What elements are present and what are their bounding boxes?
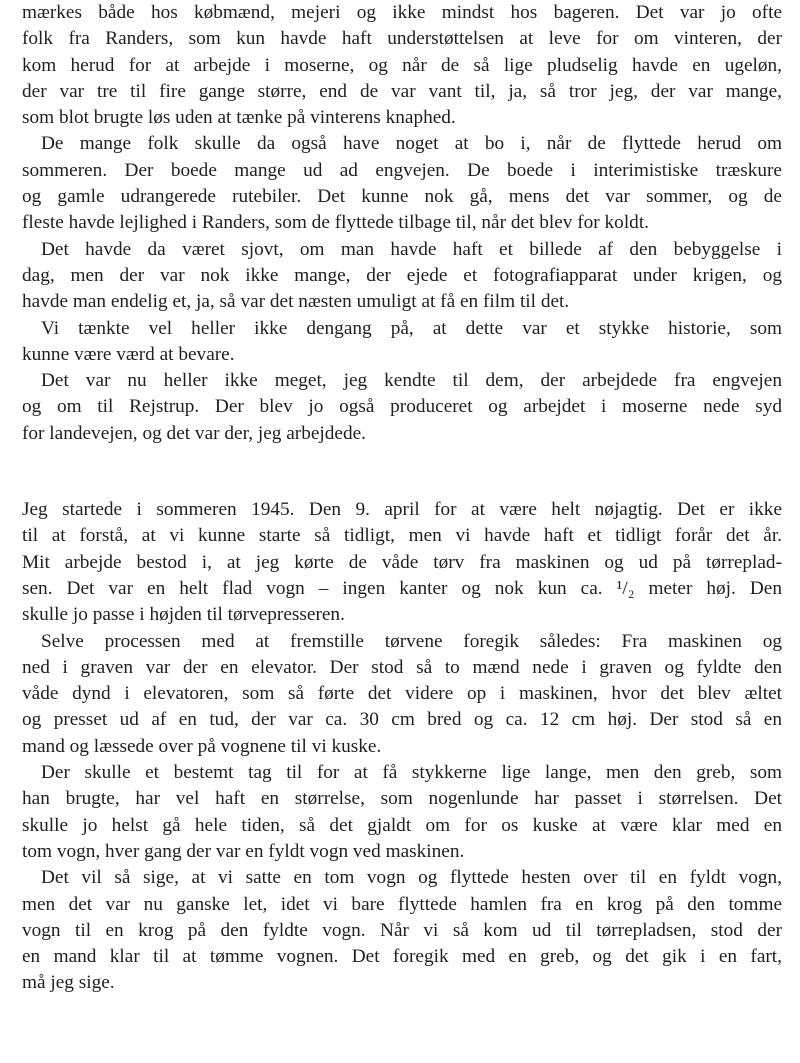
paragraph <box>22 497 782 628</box>
text-line: men det var nu ganske let, idet vi bare flyttede hamlen fra en krog på den tomme <box>22 893 782 915</box>
text-line: en mand klar til at tømme vognen. Det foregik med en greb, og det gik i en fart, <box>22 946 782 968</box>
text-line: Jeg startede i sommeren 1945. Den 9. april for at være helt nøjagtig. Det er ikke <box>22 499 782 521</box>
text-line: og om til Rejstrup. Der blev jo også produceret og arbejdet i moserne nede syd <box>22 396 782 418</box>
text-line: Der skulle et bestemt tag til for at få stykkerne lige lange, men den greb, som <box>41 762 782 784</box>
text-line: som blot brugte løs uden at tænke på vinterens knaphed. <box>22 107 456 129</box>
text-line: for landevejen, og det var der, jeg arbejdede. <box>22 422 366 444</box>
paragraph <box>22 237 782 316</box>
text-line: der var tre til fire gange større, end de var vant til, ja, så tror jeg, der var mange, <box>22 80 782 102</box>
text-section-2 <box>22 497 782 997</box>
text-line: skulle jo passe i højden til tørvepresseren. <box>22 604 345 626</box>
text-line: mærkes både hos købmænd, mejeri og ikke mindst hos bageren. Det var jo ofte <box>22 2 782 23</box>
text-line: vogn til en krog på den fyldte vogn. Når vi så kom ud til tørrepladsen, stod der <box>22 919 782 941</box>
paragraph <box>22 629 782 760</box>
text-line: må jeg sige. <box>22 972 115 994</box>
paragraph <box>22 865 782 996</box>
text-line: folk fra Randers, som kun havde haft understøttelsen at leve for om vinteren, der <box>22 28 782 50</box>
text-line: De mange folk skulle da også have noget at bo i, når de flyttede herud om <box>41 133 782 155</box>
text-line: Vi tænkte vel heller ikke dengang på, at dette var et stykke historie, som <box>41 317 782 339</box>
text-line: og presset ud af en tud, der var ca. 30 cm bred og ca. 12 cm høj. Der stod så en <box>22 709 782 731</box>
text-line: skulle jo helst gå hele tiden, så det gjaldt om for os kuske at være klar med en <box>22 814 782 836</box>
text-line: og gamle udrangerede rutebiler. Det kunne nok gå, mens det var sommer, og de <box>22 186 782 208</box>
text-line: våde dynd i elevatoren, som så førte det videre op i maskinen, hvor det blev æltet <box>22 683 782 705</box>
text-line: kunne være værd at bevare. <box>22 343 235 365</box>
document-page <box>22 0 782 997</box>
paragraph <box>22 316 782 369</box>
paragraph <box>22 368 782 447</box>
text-line: sen. Det var en helt flad vogn – ingen kanter og nok kun ca. ¹/₂ meter høj. Den <box>22 577 782 599</box>
text-line: ned i graven var der en elevator. Der stod så to mænd nede i graven og fyldte den <box>22 656 782 678</box>
paragraph <box>22 760 782 865</box>
text-line: fleste havde lejlighed i Randers, som de flyttede tilbage til, når det blev for koldt. <box>22 212 649 234</box>
text-line: Selve processen med at fremstille tørvene foregik således: Fra maskinen og <box>41 630 782 652</box>
text-line: Mit arbejde bestod i, at jeg kørte de våde tørv fra maskinen og ud på tørreplad- <box>22 551 782 573</box>
text-line: til at forstå, at vi kunne starte så tidligt, men vi havde haft et tidligt forår det år. <box>22 525 782 547</box>
text-line: kom herud for at arbejde i moserne, og når de så lige pludselig havde en ugeløn, <box>22 54 782 76</box>
section-gap <box>22 447 782 497</box>
text-line: mand og læssede over på vognene til vi kuske. <box>22 735 382 757</box>
text-line: Det havde da været sjovt, om man havde haft et billede af den bebyggelse i <box>41 238 782 260</box>
paragraph <box>22 0 782 131</box>
text-line: Det var nu heller ikke meget, jeg kendte til dem, der arbejdede fra engvejen <box>41 370 782 392</box>
text-line: sommeren. Der boede mange ud ad engvejen. De boede i interimistiske træskure <box>22 159 782 181</box>
text-line: Det vil så sige, at vi satte en tom vogn og flyttede hesten over til en fyldt vogn, <box>41 867 782 889</box>
text-section-1 <box>22 0 782 447</box>
paragraph <box>22 131 782 236</box>
text-line: tom vogn, hver gang der var en fyldt vogn ved maskinen. <box>22 840 465 862</box>
text-line: havde man endelig et, ja, så var det næsten umuligt at få en film til det. <box>22 291 570 313</box>
text-line: dag, men der var nok ikke mange, der ejede et fotografiapparat under krigen, og <box>22 264 782 286</box>
text-line: han brugte, har vel haft en størrelse, som nogenlunde har passet i størrelsen. Det <box>22 788 782 810</box>
